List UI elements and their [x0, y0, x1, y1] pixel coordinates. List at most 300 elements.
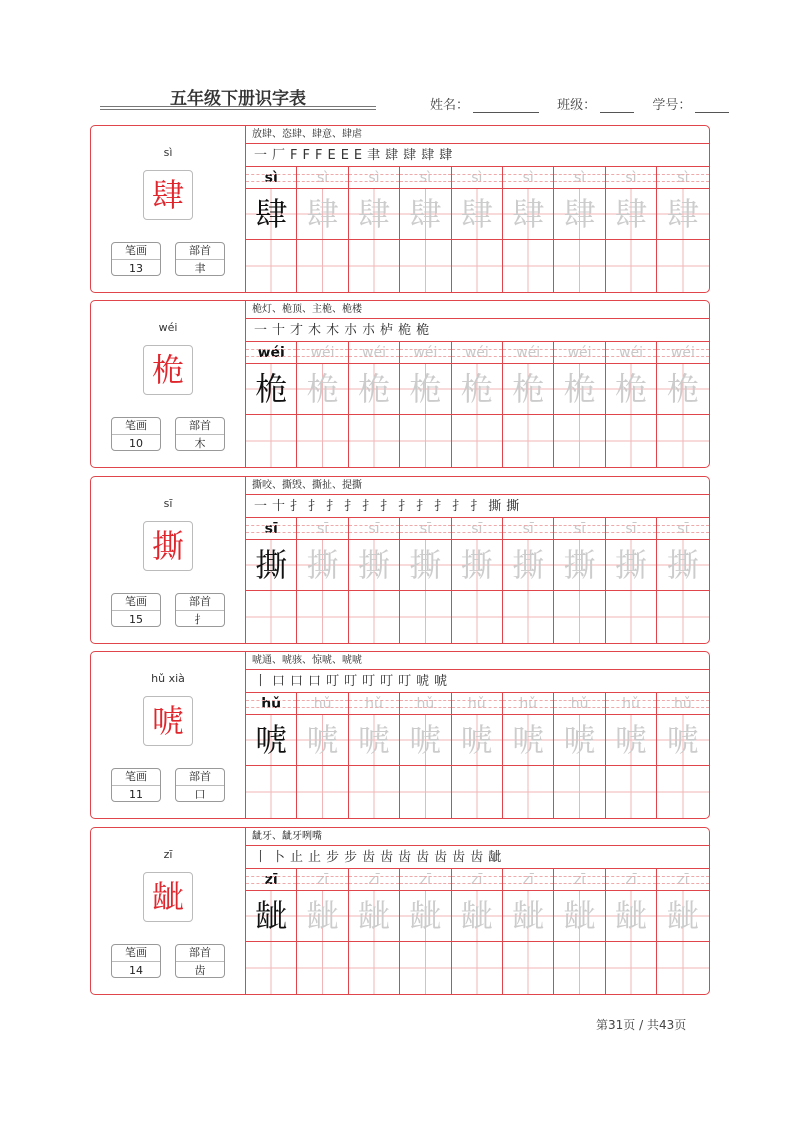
practice-grid — [246, 342, 709, 467]
blank-practice-box[interactable] — [452, 766, 502, 818]
practice-grid — [246, 693, 709, 818]
stroke-order-step: 口 — [308, 674, 322, 689]
stroke-order-step: 一 — [254, 323, 268, 338]
blank-practice-box[interactable] — [657, 415, 708, 467]
blank-practice-box[interactable] — [400, 942, 450, 994]
practice-pinyin: wéi — [246, 342, 296, 364]
practice-cell[interactable] — [554, 869, 605, 994]
practice-pinyin: sī — [554, 518, 604, 540]
stroke-order-step: 扌 — [308, 499, 322, 514]
practice-pinyin: sī — [657, 518, 708, 540]
practice-char: 肆 — [246, 189, 296, 240]
blank-practice-box[interactable] — [349, 766, 399, 818]
blank-practice-box[interactable] — [503, 591, 553, 643]
practice-char: 唬 — [606, 715, 656, 766]
character-info — [91, 126, 245, 292]
practice-pinyin: sì — [349, 167, 399, 189]
stroke-order-step: 十 — [272, 499, 286, 514]
practice-cell[interactable] — [657, 693, 708, 818]
blank-practice-box[interactable] — [503, 415, 553, 467]
blank-practice-box[interactable] — [349, 240, 399, 292]
practice-pinyin: hǔ — [349, 693, 399, 715]
practice-cell[interactable] — [297, 693, 348, 818]
blank-practice-box[interactable] — [452, 591, 502, 643]
practice-cell[interactable] — [554, 342, 605, 467]
practice-pinyin: zī — [554, 869, 604, 891]
stroke-order-step: 扌 — [290, 499, 304, 514]
blank-practice-box[interactable] — [246, 240, 296, 292]
practice-cell[interactable] — [503, 167, 554, 292]
practice-cell[interactable] — [606, 518, 657, 643]
practice-pinyin: sì — [657, 167, 708, 189]
character-pinyin: sì — [163, 146, 173, 159]
practice-char: 桅 — [503, 364, 553, 415]
practice-char: 唬 — [657, 715, 708, 766]
practice-cell[interactable] — [554, 518, 605, 643]
stroke-order-step: 口 — [290, 674, 304, 689]
radical-box — [175, 593, 225, 627]
practice-pinyin: hǔ — [452, 693, 502, 715]
practice-cell[interactable] — [452, 869, 503, 994]
practice-char: 桅 — [452, 364, 502, 415]
practice-cell[interactable] — [246, 342, 297, 467]
practice-char: 撕 — [657, 540, 708, 591]
practice-char: 唬 — [554, 715, 604, 766]
stroke-order-step: 龇 — [488, 850, 502, 865]
stroke-count-box — [111, 768, 161, 802]
radical-label: 部首 — [176, 594, 224, 611]
practice-pinyin: sì — [452, 167, 502, 189]
practice-char: 撕 — [503, 540, 553, 591]
practice-char: 唬 — [503, 715, 553, 766]
radical-box — [175, 242, 225, 276]
character-display: 龇 — [143, 872, 193, 922]
id-field[interactable] — [695, 100, 729, 113]
stroke-order-step: 卜 — [272, 850, 286, 865]
radical-value: 口 — [194, 788, 206, 801]
practice-cell[interactable] — [349, 342, 400, 467]
radical-value: 齿 — [194, 964, 206, 977]
blank-practice-box[interactable] — [246, 415, 296, 467]
character-info — [91, 652, 245, 818]
practice-char: 桅 — [297, 364, 347, 415]
practice-pinyin: wéi — [297, 342, 347, 364]
stroke-order-step: 木 — [326, 323, 340, 338]
practice-char: 肆 — [349, 189, 399, 240]
stroke-order-row — [246, 319, 709, 342]
practice-cell[interactable] — [452, 167, 503, 292]
stroke-count-box — [111, 593, 161, 627]
stroke-count-value: 15 — [129, 613, 143, 626]
character-card — [90, 651, 710, 819]
practice-cell[interactable] — [349, 518, 400, 643]
practice-cell[interactable] — [246, 693, 297, 818]
practice-pinyin: zī — [606, 869, 656, 891]
practice-char: 撕 — [554, 540, 604, 591]
stroke-count-label: 笔画 — [112, 594, 160, 611]
stroke-order-step: 叮 — [380, 674, 394, 689]
practice-char: 撕 — [400, 540, 450, 591]
stroke-order-step: 步 — [326, 850, 340, 865]
practice-pinyin: wéi — [400, 342, 450, 364]
practice-pinyin: sì — [606, 167, 656, 189]
blank-practice-box[interactable] — [400, 766, 450, 818]
stroke-order-step: 唬 — [434, 674, 448, 689]
practice-char: 撕 — [297, 540, 347, 591]
practice-cell[interactable] — [297, 869, 348, 994]
stroke-order-step: 扌 — [434, 499, 448, 514]
practice-pinyin: zī — [452, 869, 502, 891]
practice-char: 撕 — [452, 540, 502, 591]
blank-practice-box[interactable] — [297, 415, 347, 467]
practice-pinyin: hǔ — [606, 693, 656, 715]
stroke-order-step: 叮 — [344, 674, 358, 689]
example-words: 桅灯、桅顶、主桅、桅楼 — [246, 301, 709, 319]
practice-pinyin: sì — [400, 167, 450, 189]
stroke-count-box — [111, 944, 161, 978]
stroke-order-step: 栌 — [380, 323, 394, 338]
blank-practice-box[interactable] — [657, 942, 708, 994]
practice-char: 撕 — [606, 540, 656, 591]
practice-pinyin: wéi — [657, 342, 708, 364]
stroke-order-step: 肆 — [385, 148, 399, 163]
blank-practice-box[interactable] — [554, 591, 604, 643]
blank-practice-box[interactable] — [349, 415, 399, 467]
blank-practice-box[interactable] — [657, 766, 708, 818]
practice-pinyin: wéi — [452, 342, 502, 364]
practice-pinyin: wéi — [503, 342, 553, 364]
character-display: 撕 — [143, 521, 193, 571]
practice-cell[interactable] — [606, 342, 657, 467]
stroke-order-step: 撕 — [506, 499, 520, 514]
stroke-order-step: 步 — [344, 850, 358, 865]
character-info — [91, 828, 245, 994]
practice-char: 唬 — [297, 715, 347, 766]
practice-char: 肆 — [554, 189, 604, 240]
practice-cell[interactable] — [246, 167, 297, 292]
blank-practice-box[interactable] — [452, 942, 502, 994]
practice-pinyin: sì — [297, 167, 347, 189]
practice-pinyin: zī — [400, 869, 450, 891]
stroke-order-step: 齿 — [470, 850, 484, 865]
character-card — [90, 476, 710, 644]
name-field[interactable] — [473, 100, 539, 113]
stroke-order-step: 聿 — [367, 148, 381, 163]
stroke-order-step: 桅 — [398, 323, 412, 338]
stroke-order-step: F — [290, 148, 298, 163]
title-underline — [100, 106, 376, 107]
practice-cell[interactable] — [400, 342, 451, 467]
stroke-order-row — [246, 670, 709, 693]
stroke-order-step: E — [340, 148, 349, 163]
practice-grid — [246, 167, 709, 292]
blank-practice-box[interactable] — [349, 942, 399, 994]
character-display: 桅 — [143, 345, 193, 395]
practice-char: 桅 — [657, 364, 708, 415]
stroke-order-step: 止 — [308, 850, 322, 865]
stroke-count-label: 笔画 — [112, 243, 160, 260]
practice-cell[interactable] — [349, 167, 400, 292]
practice-char: 唬 — [349, 715, 399, 766]
blank-practice-box[interactable] — [554, 240, 604, 292]
stroke-order-step: 扌 — [362, 499, 376, 514]
practice-cell[interactable] — [400, 693, 451, 818]
stroke-order-step: 丨 — [254, 850, 268, 865]
stroke-order-step: 一 — [254, 499, 268, 514]
practice-cell[interactable] — [246, 518, 297, 643]
practice-pinyin: zī — [246, 869, 296, 891]
blank-practice-box[interactable] — [657, 240, 708, 292]
practice-pinyin: zī — [297, 869, 347, 891]
blank-practice-box[interactable] — [554, 766, 604, 818]
blank-practice-box[interactable] — [246, 766, 296, 818]
stroke-order-step: 厂 — [272, 148, 286, 163]
practice-cell[interactable] — [297, 518, 348, 643]
stroke-order-step: 撕 — [488, 499, 502, 514]
stroke-order-step: 木 — [308, 323, 322, 338]
practice-cell[interactable] — [503, 518, 554, 643]
blank-practice-box[interactable] — [297, 591, 347, 643]
practice-pinyin: sī — [297, 518, 347, 540]
practice-cell[interactable] — [606, 869, 657, 994]
practice-cell[interactable] — [246, 869, 297, 994]
practice-pinyin: wéi — [606, 342, 656, 364]
page-title: 五年级下册识字表 — [170, 89, 306, 109]
stroke-count-label: 笔画 — [112, 769, 160, 786]
practice-cell[interactable] — [503, 342, 554, 467]
character-pinyin: zī — [163, 848, 173, 861]
example-words: 放肆、恣肆、肆意、肆虐 — [246, 126, 709, 144]
stroke-order-step: 齿 — [434, 850, 448, 865]
radical-box — [175, 768, 225, 802]
blank-practice-box[interactable] — [503, 942, 553, 994]
blank-practice-box[interactable] — [606, 766, 656, 818]
stroke-order-row — [246, 495, 709, 518]
blank-practice-box[interactable] — [400, 240, 450, 292]
stroke-order-step: 齿 — [416, 850, 430, 865]
blank-practice-box[interactable] — [606, 415, 656, 467]
stroke-count-label: 笔画 — [112, 945, 160, 962]
practice-char: 龇 — [400, 891, 450, 942]
stroke-order-step: F — [315, 148, 323, 163]
practice-cell[interactable] — [657, 342, 708, 467]
practice-cell[interactable] — [400, 869, 451, 994]
stroke-order-step: 扌 — [326, 499, 340, 514]
practice-pinyin: sī — [400, 518, 450, 540]
practice-char: 肆 — [297, 189, 347, 240]
page-number: 第31页 / 共43页 — [596, 1018, 687, 1032]
practice-pinyin: sī — [503, 518, 553, 540]
stroke-order-step: 齿 — [380, 850, 394, 865]
practice-pinyin: hǔ — [400, 693, 450, 715]
practice-cell[interactable] — [452, 693, 503, 818]
stroke-order-step: 齿 — [452, 850, 466, 865]
practice-cell[interactable] — [297, 167, 348, 292]
practice-char: 肆 — [606, 189, 656, 240]
practice-char: 肆 — [400, 189, 450, 240]
blank-practice-box[interactable] — [246, 591, 296, 643]
practice-char: 肆 — [452, 189, 502, 240]
practice-pinyin: sī — [606, 518, 656, 540]
practice-pinyin: sī — [246, 518, 296, 540]
stroke-order-step: 扌 — [398, 499, 412, 514]
stroke-order-step: 扌 — [470, 499, 484, 514]
character-info — [91, 477, 245, 643]
practice-char: 龇 — [503, 891, 553, 942]
class-field[interactable] — [600, 100, 634, 113]
blank-practice-box[interactable] — [554, 415, 604, 467]
practice-pinyin: hǔ — [297, 693, 347, 715]
practice-char: 桅 — [400, 364, 450, 415]
blank-practice-box[interactable] — [297, 942, 347, 994]
practice-char: 桅 — [606, 364, 656, 415]
practice-cell[interactable] — [657, 518, 708, 643]
blank-practice-box[interactable] — [400, 415, 450, 467]
id-label: 学号： — [652, 98, 692, 113]
stroke-count-value: 13 — [129, 262, 143, 275]
practice-cell[interactable] — [400, 518, 451, 643]
radical-box — [175, 944, 225, 978]
practice-pinyin: sì — [554, 167, 604, 189]
practice-char: 桅 — [554, 364, 604, 415]
blank-practice-box[interactable] — [349, 591, 399, 643]
blank-practice-box[interactable] — [606, 942, 656, 994]
practice-pinyin: wéi — [554, 342, 604, 364]
stroke-order-step: 口 — [272, 674, 286, 689]
stroke-order-step: E — [353, 148, 363, 163]
blank-practice-box[interactable] — [503, 766, 553, 818]
stroke-count-value: 10 — [129, 437, 143, 450]
practice-cell[interactable] — [503, 869, 554, 994]
practice-grid — [246, 869, 709, 994]
stroke-count-value: 11 — [129, 788, 143, 801]
stroke-order-step: E — [327, 148, 336, 163]
practice-cell[interactable] — [349, 693, 400, 818]
practice-char: 肆 — [503, 189, 553, 240]
practice-char: 桅 — [349, 364, 399, 415]
practice-cell[interactable] — [657, 167, 708, 292]
character-card — [90, 827, 710, 995]
example-words: 龇牙、龇牙咧嘴 — [246, 828, 709, 846]
blank-practice-box[interactable] — [657, 591, 708, 643]
practice-pinyin: zī — [657, 869, 708, 891]
stroke-order-step: 朩 — [362, 323, 376, 338]
stroke-order-step: 扌 — [416, 499, 430, 514]
practice-char: 桅 — [246, 364, 296, 415]
blank-practice-box[interactable] — [400, 591, 450, 643]
practice-pinyin: sì — [246, 167, 296, 189]
practice-char: 龇 — [246, 891, 296, 942]
practice-cell[interactable] — [503, 693, 554, 818]
stroke-order-step: 十 — [272, 323, 286, 338]
stroke-order-step: 肆 — [439, 148, 453, 163]
example-words: 撕咬、撕毁、撕扯、提撕 — [246, 477, 709, 495]
blank-practice-box[interactable] — [606, 240, 656, 292]
practice-area — [246, 126, 709, 292]
stroke-order-step: 一 — [254, 148, 268, 163]
practice-char: 唬 — [452, 715, 502, 766]
practice-area — [246, 828, 709, 994]
practice-area — [246, 477, 709, 643]
stroke-order-step: 扌 — [452, 499, 466, 514]
student-fields — [430, 94, 729, 113]
page-header — [0, 0, 800, 120]
practice-cell[interactable] — [554, 167, 605, 292]
practice-cell[interactable] — [452, 342, 503, 467]
stroke-order-step: 唬 — [416, 674, 430, 689]
stroke-order-step: 丨 — [254, 674, 268, 689]
practice-cell[interactable] — [554, 693, 605, 818]
title-underline-2 — [100, 109, 376, 110]
radical-label: 部首 — [176, 418, 224, 435]
practice-grid — [246, 518, 709, 643]
practice-pinyin: sī — [349, 518, 399, 540]
practice-cell[interactable] — [349, 869, 400, 994]
stroke-order-step: F — [302, 148, 310, 163]
blank-practice-box[interactable] — [452, 240, 502, 292]
practice-pinyin: sì — [503, 167, 553, 189]
practice-area — [246, 301, 709, 467]
practice-area — [246, 652, 709, 818]
radical-label: 部首 — [176, 945, 224, 962]
practice-pinyin: zī — [503, 869, 553, 891]
practice-pinyin: hǔ — [503, 693, 553, 715]
practice-char: 龇 — [349, 891, 399, 942]
radical-label: 部首 — [176, 769, 224, 786]
blank-practice-box[interactable] — [452, 415, 502, 467]
practice-pinyin: sī — [452, 518, 502, 540]
character-pinyin: hǔ xià — [151, 672, 185, 685]
blank-practice-box[interactable] — [297, 766, 347, 818]
stroke-order-step: 肆 — [421, 148, 435, 163]
practice-char: 龇 — [297, 891, 347, 942]
character-display: 唬 — [143, 696, 193, 746]
practice-char: 龇 — [606, 891, 656, 942]
radical-label: 部首 — [176, 243, 224, 260]
practice-char: 龇 — [657, 891, 708, 942]
stroke-count-label: 笔画 — [112, 418, 160, 435]
blank-practice-box[interactable] — [503, 240, 553, 292]
character-info — [91, 301, 245, 467]
practice-cell[interactable] — [657, 869, 708, 994]
practice-char: 撕 — [246, 540, 296, 591]
name-label: 姓名： — [430, 98, 470, 113]
practice-pinyin: hǔ — [657, 693, 708, 715]
stroke-order-row — [246, 846, 709, 869]
blank-practice-box[interactable] — [554, 942, 604, 994]
practice-cell[interactable] — [297, 342, 348, 467]
character-display: 肆 — [143, 170, 193, 220]
practice-cell[interactable] — [606, 693, 657, 818]
blank-practice-box[interactable] — [297, 240, 347, 292]
blank-practice-box[interactable] — [246, 942, 296, 994]
stroke-order-step: 止 — [290, 850, 304, 865]
practice-cell[interactable] — [452, 518, 503, 643]
stroke-order-step: 叮 — [398, 674, 412, 689]
stroke-order-step: 扌 — [344, 499, 358, 514]
practice-cell[interactable] — [400, 167, 451, 292]
radical-value: 扌 — [194, 613, 206, 626]
character-card — [90, 125, 710, 293]
stroke-count-box — [111, 242, 161, 276]
practice-char: 撕 — [349, 540, 399, 591]
stroke-order-step: 朩 — [344, 323, 358, 338]
practice-pinyin: hǔ — [246, 693, 296, 715]
blank-practice-box[interactable] — [606, 591, 656, 643]
practice-cell[interactable] — [606, 167, 657, 292]
practice-pinyin: hǔ — [554, 693, 604, 715]
example-words: 唬通、唬骇、惊唬、唬唬 — [246, 652, 709, 670]
